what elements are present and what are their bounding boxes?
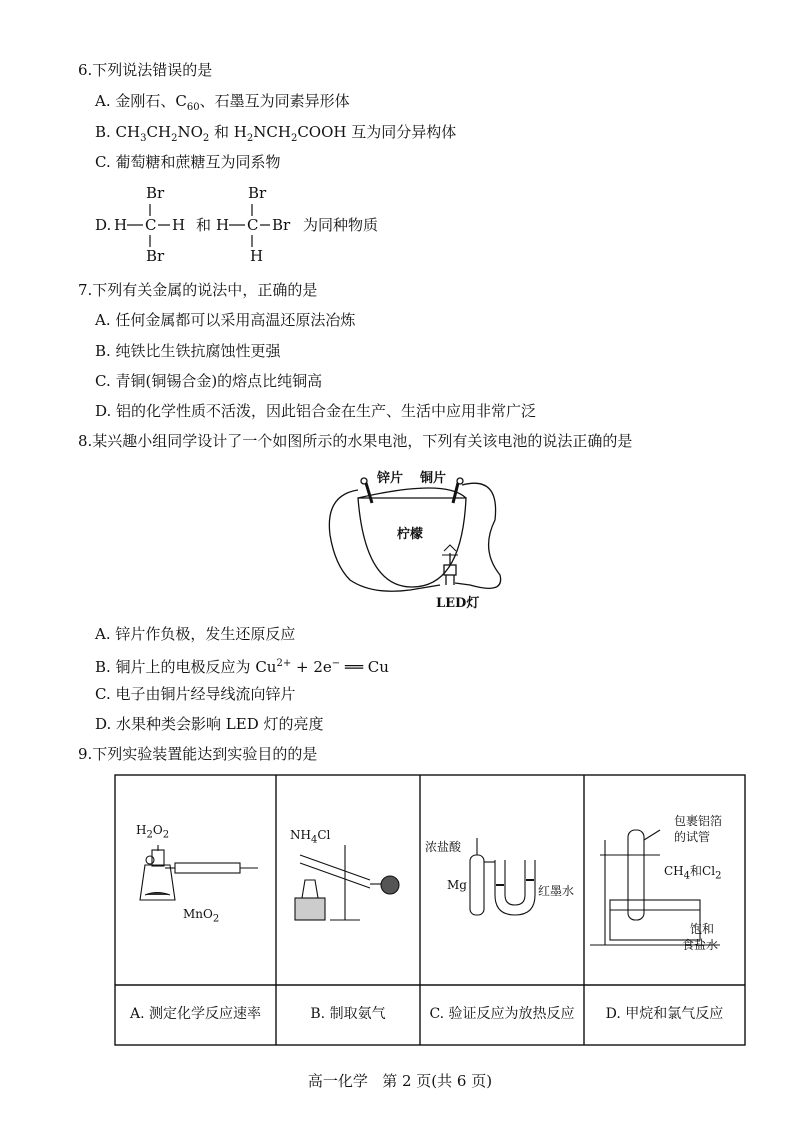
gas-label: $CH_4$和$Cl_2$ xyxy=(664,864,722,882)
q8-option-a: A. 锌片作负极，发生还原反应 xyxy=(95,625,296,643)
copper-label: 铜片 xyxy=(420,471,447,486)
tube-label-2: 的试管 xyxy=(674,830,711,844)
q6-option-c: C. 葡萄糖和蔗糖互为同系物 xyxy=(95,153,281,171)
q6-stem: 6.下列说法错误的是 xyxy=(78,61,213,79)
caption-d: D. 甲烷和氯气反应 xyxy=(605,1006,724,1022)
m2-center-c: C xyxy=(247,216,259,234)
q8-option-c: C. 电子由铜片经导线流向锌片 xyxy=(95,685,296,703)
q7-option-b: B. 纯铁比生铁抗腐蚀性更强 xyxy=(95,342,281,360)
led-label: LED灯 xyxy=(436,596,480,611)
m2-left-h: H xyxy=(216,216,230,234)
h2o2-label: $H_2O_2$ xyxy=(136,823,170,841)
brine-label-2: 食盐水 xyxy=(682,938,719,952)
tube-label: 包裹铝箔 xyxy=(674,814,723,828)
zinc-label: 锌片 xyxy=(377,471,404,486)
q9-stem: 9.下列实验装置能达到实验目的的是 xyxy=(78,745,318,763)
m2-right-br: Br xyxy=(272,216,291,234)
ink-label: 红墨水 xyxy=(538,884,575,898)
mno2-label: MnO$_2$ xyxy=(183,907,220,925)
caption-b: B. 制取氨气 xyxy=(310,1006,386,1022)
q6-bond-lines xyxy=(0,0,800,300)
q7-option-a: A. 任何金属都可以采用高温还原法冶炼 xyxy=(95,311,356,329)
caption-a: A. 测定化学反应速率 xyxy=(129,1006,261,1022)
hcl-label: 浓盐酸 xyxy=(425,840,462,854)
m2-top-br: Br xyxy=(248,184,267,202)
mg-label: Mg xyxy=(447,878,467,892)
brine-label: 饱和 xyxy=(690,922,715,936)
m1-top-br: Br xyxy=(146,184,165,202)
q6-option-b: B. $CH_3CH_2NO_2$ 和 $H_2NCH_2COOH$ 互为同分异构体 xyxy=(95,123,457,144)
page-footer: 高一化学 第 2 页(共 6 页) xyxy=(307,1072,493,1090)
q8-stem: 8.某兴趣小组同学设计了一个如图所示的水果电池，下列有关该电池的说法正确的是 xyxy=(78,432,633,450)
q8-option-b: B. 铜片上的电极反应为 $Cu^{2+} + 2e^-$ ══ Cu xyxy=(95,658,389,676)
m2-bottom-h: H xyxy=(250,247,264,265)
q7-stem: 7.下列有关金属的说法中，正确的是 xyxy=(78,281,318,299)
lemon-label: 柠檬 xyxy=(397,527,424,542)
caption-c: C. 验证反应为放热反应 xyxy=(429,1006,575,1022)
q7-option-c: C. 青铜(铜锡合金)的熔点比纯铜高 xyxy=(95,372,323,390)
m1-left-h: H xyxy=(114,216,128,234)
nh4cl-label: $NH_4Cl$ xyxy=(290,828,331,846)
m1-center-c: C xyxy=(145,216,157,234)
m1-right-h: H xyxy=(172,216,186,234)
q6-option-a: A. 金刚石、$C_{60}$、石墨互为同素异形体 xyxy=(95,92,350,113)
m1-bottom-br: Br xyxy=(146,247,165,265)
q8-option-d: D. 水果种类会影响 LED 灯的亮度 xyxy=(95,715,324,733)
q7-option-d: D. 铝的化学性质不活泼，因此铝合金在生产、生活中应用非常广泛 xyxy=(95,402,537,420)
